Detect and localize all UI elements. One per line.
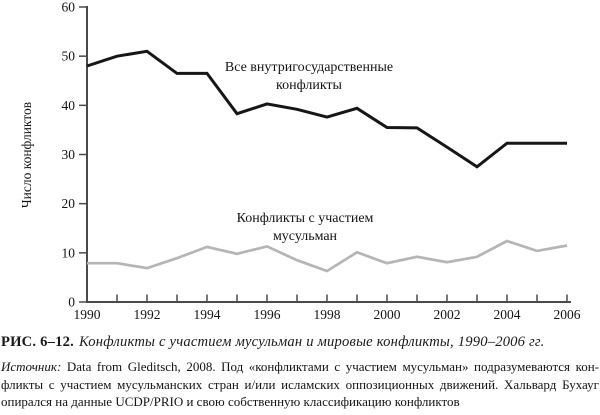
source-line: опирался на данные UCDP/PRIO и свою собственную классификацию конфликтов — [1, 394, 460, 410]
x-tick-label: 2002 — [433, 307, 461, 322]
figure-source — [1, 358, 599, 411]
series-line-1 — [87, 241, 567, 271]
figure-number: РИС. 6–12. — [1, 334, 74, 350]
x-tick-label: 1990 — [73, 307, 101, 322]
y-tick-label: 0 — [68, 294, 75, 310]
x-tick-label: 1998 — [313, 307, 341, 322]
y-axis-title: Число конфликтов — [19, 101, 34, 209]
y-tick-label: 50 — [61, 48, 75, 64]
x-tick-label: 2000 — [373, 307, 401, 322]
x-tick-label: 1994 — [193, 307, 221, 322]
series-label-1: мусульман — [272, 229, 338, 244]
source-text: Data from Gleditsch, 2008. Под «конфликтами с участием мусульман» подразумеваются кон- — [66, 359, 600, 374]
y-tick-label: 20 — [61, 196, 75, 212]
figure-title: Конфликты с участием мусульман и мировые конфликты, 1990–2006 гг. — [78, 334, 545, 350]
x-tick-label: 1996 — [253, 307, 281, 322]
x-tick-label: 2004 — [493, 307, 521, 322]
y-tick-label: 60 — [61, 0, 75, 15]
y-tick-label: 30 — [61, 147, 75, 162]
source-line: фликты с участием мусульманских стран и/или исламских оппозиционных движений. Хальвард Бухауг — [1, 376, 599, 392]
figure-caption — [1, 334, 600, 351]
series-label-0: конфликты — [276, 78, 342, 93]
series-label-1: Конфликты с участием — [236, 211, 374, 226]
y-tick-label: 10 — [61, 245, 75, 261]
x-tick-label: 2006 — [553, 307, 581, 322]
source-label: Источник: — [1, 359, 62, 374]
x-tick-label: 1992 — [133, 307, 161, 322]
series-label-0: Все внутригосударственные — [224, 60, 394, 75]
y-tick-label: 40 — [61, 97, 75, 113]
source-line — [1, 358, 599, 376]
